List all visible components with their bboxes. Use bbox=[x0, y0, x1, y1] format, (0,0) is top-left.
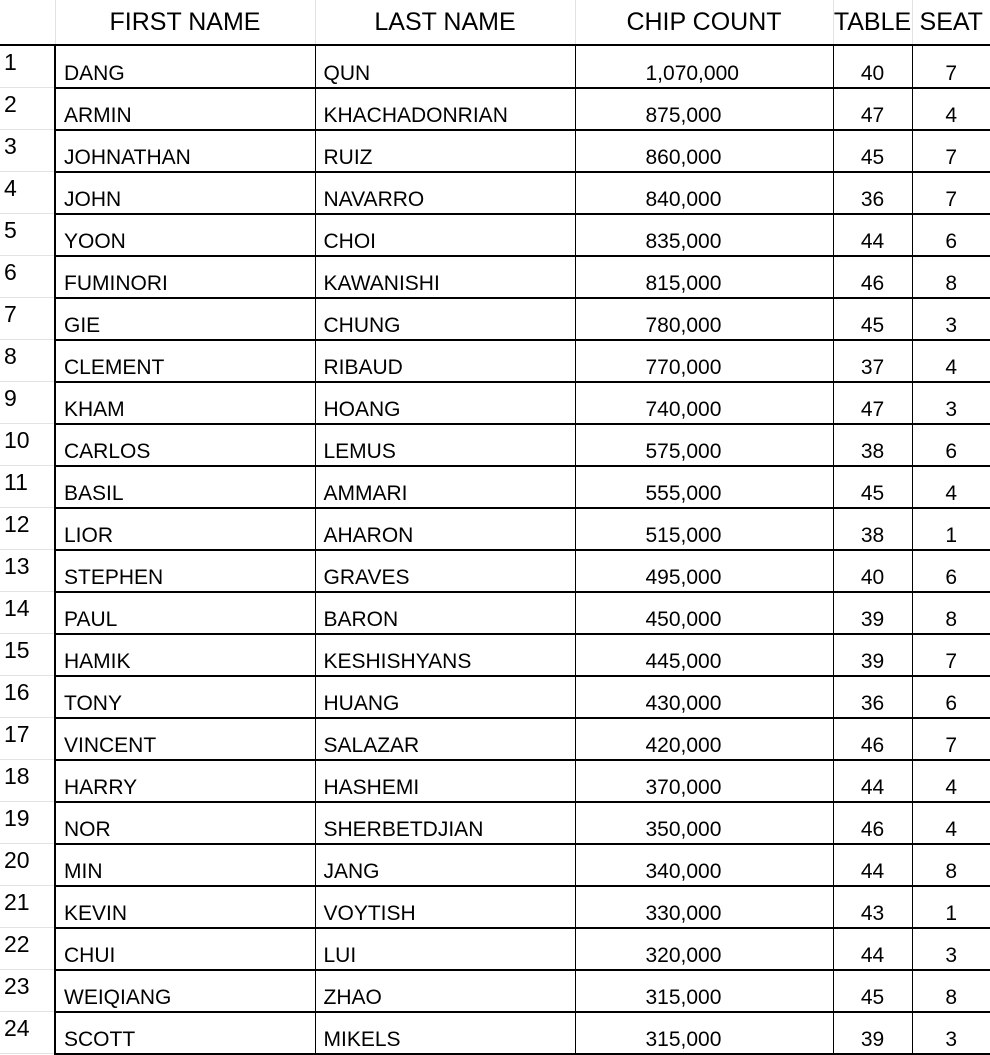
row-number-cell[interactable]: 16 bbox=[0, 676, 55, 718]
table-row bbox=[0, 718, 990, 760]
first-name-cell[interactable]: TONY bbox=[55, 676, 315, 718]
last-name-cell[interactable]: JANG bbox=[315, 844, 575, 886]
table-row bbox=[0, 802, 990, 844]
seat-number-cell[interactable]: 4 bbox=[912, 802, 990, 844]
last-name-cell[interactable]: CHOI bbox=[315, 214, 575, 256]
seat-number-cell[interactable]: 4 bbox=[912, 340, 990, 382]
table-row bbox=[0, 130, 990, 172]
chip-count-cell[interactable]: 320,000 bbox=[575, 928, 833, 970]
seat-number-cell[interactable]: 3 bbox=[912, 382, 990, 424]
row-number-cell[interactable]: 19 bbox=[0, 802, 55, 844]
last-name-cell[interactable]: SALAZAR bbox=[315, 718, 575, 760]
row-number-cell[interactable]: 20 bbox=[0, 844, 55, 886]
last-name-cell[interactable]: SHERBETDJIAN bbox=[315, 802, 575, 844]
seat-number-cell[interactable]: 3 bbox=[912, 1012, 990, 1054]
chip-count-cell[interactable]: 740,000 bbox=[575, 382, 833, 424]
table-number-cell[interactable]: 39 bbox=[833, 592, 912, 634]
first-name-cell[interactable]: CARLOS bbox=[55, 424, 315, 466]
row-number-cell[interactable]: 8 bbox=[0, 340, 55, 382]
table-number-cell[interactable]: 44 bbox=[833, 844, 912, 886]
row-number-cell[interactable]: 7 bbox=[0, 298, 55, 340]
row-number-cell[interactable]: 1 bbox=[0, 45, 55, 88]
table-number-cell[interactable]: 45 bbox=[833, 466, 912, 508]
first-name-cell[interactable]: KHAM bbox=[55, 382, 315, 424]
header-table[interactable]: TABLE bbox=[833, 0, 912, 45]
chip-count-cell[interactable]: 340,000 bbox=[575, 844, 833, 886]
chip-count-cell[interactable]: 315,000 bbox=[575, 1012, 833, 1054]
first-name-cell[interactable]: PAUL bbox=[55, 592, 315, 634]
table-number-cell[interactable]: 40 bbox=[833, 550, 912, 592]
header-seat[interactable]: SEAT bbox=[912, 0, 990, 45]
table-number-cell[interactable]: 39 bbox=[833, 634, 912, 676]
seat-number-cell[interactable]: 1 bbox=[912, 886, 990, 928]
table-row bbox=[0, 340, 990, 382]
table-number-cell[interactable]: 45 bbox=[833, 970, 912, 1012]
first-name-cell[interactable]: NOR bbox=[55, 802, 315, 844]
row-number-cell[interactable]: 21 bbox=[0, 886, 55, 928]
table-row bbox=[0, 466, 990, 508]
first-name-cell[interactable]: KEVIN bbox=[55, 886, 315, 928]
chip-count-cell[interactable]: 515,000 bbox=[575, 508, 833, 550]
first-name-cell[interactable]: BASIL bbox=[55, 466, 315, 508]
first-name-cell[interactable]: HARRY bbox=[55, 760, 315, 802]
table-row bbox=[0, 172, 990, 214]
table-number-cell[interactable]: 38 bbox=[833, 508, 912, 550]
first-name-cell[interactable]: CLEMENT bbox=[55, 340, 315, 382]
chip-count-cell[interactable]: 350,000 bbox=[575, 802, 833, 844]
seat-number-cell[interactable]: 1 bbox=[912, 508, 990, 550]
last-name-cell[interactable]: CHUNG bbox=[315, 298, 575, 340]
table-number-cell[interactable]: 43 bbox=[833, 886, 912, 928]
seat-number-cell[interactable]: 8 bbox=[912, 844, 990, 886]
table-number-cell[interactable]: 36 bbox=[833, 676, 912, 718]
table-row bbox=[0, 382, 990, 424]
chip-count-cell[interactable]: 555,000 bbox=[575, 466, 833, 508]
last-name-cell[interactable]: NAVARRO bbox=[315, 172, 575, 214]
chip-count-cell[interactable]: 430,000 bbox=[575, 676, 833, 718]
seat-number-cell[interactable]: 7 bbox=[912, 718, 990, 760]
row-number-cell[interactable]: 15 bbox=[0, 634, 55, 676]
chip-count-cell[interactable]: 420,000 bbox=[575, 718, 833, 760]
table-number-cell[interactable]: 45 bbox=[833, 298, 912, 340]
seat-number-cell[interactable]: 4 bbox=[912, 88, 990, 130]
row-number-cell[interactable]: 22 bbox=[0, 928, 55, 970]
row-number-cell[interactable]: 3 bbox=[0, 130, 55, 172]
last-name-cell[interactable]: RUIZ bbox=[315, 130, 575, 172]
last-name-cell[interactable]: KHACHADONRIAN bbox=[315, 88, 575, 130]
first-name-cell[interactable]: MIN bbox=[55, 844, 315, 886]
last-name-cell[interactable]: QUN bbox=[315, 45, 575, 88]
seat-number-cell[interactable]: 6 bbox=[912, 214, 990, 256]
row-number-cell[interactable]: 5 bbox=[0, 214, 55, 256]
seat-number-cell[interactable]: 3 bbox=[912, 298, 990, 340]
row-number-cell[interactable]: 23 bbox=[0, 970, 55, 1012]
table-row bbox=[0, 844, 990, 886]
seat-number-cell[interactable]: 4 bbox=[912, 760, 990, 802]
chip-count-cell[interactable]: 835,000 bbox=[575, 214, 833, 256]
header-chip-count[interactable]: CHIP COUNT bbox=[575, 0, 833, 45]
first-name-cell[interactable]: VINCENT bbox=[55, 718, 315, 760]
row-number-cell[interactable]: 12 bbox=[0, 508, 55, 550]
seat-number-cell[interactable]: 8 bbox=[912, 256, 990, 298]
last-name-cell[interactable]: LEMUS bbox=[315, 424, 575, 466]
chip-count-cell[interactable]: 450,000 bbox=[575, 592, 833, 634]
row-number-cell[interactable]: 10 bbox=[0, 424, 55, 466]
table-number-cell[interactable]: 46 bbox=[833, 256, 912, 298]
first-name-cell[interactable]: ARMIN bbox=[55, 88, 315, 130]
last-name-cell[interactable]: LUI bbox=[315, 928, 575, 970]
first-name-cell[interactable]: JOHNATHAN bbox=[55, 130, 315, 172]
last-name-cell[interactable]: KESHISHYANS bbox=[315, 634, 575, 676]
last-name-cell[interactable]: HOANG bbox=[315, 382, 575, 424]
table-row bbox=[0, 676, 990, 718]
table-number-cell[interactable]: 38 bbox=[833, 424, 912, 466]
row-number-cell[interactable]: 4 bbox=[0, 172, 55, 214]
last-name-cell[interactable]: HUANG bbox=[315, 676, 575, 718]
chip-count-cell[interactable]: 1,070,000 bbox=[575, 45, 833, 88]
table-row bbox=[0, 634, 990, 676]
chip-count-cell[interactable]: 495,000 bbox=[575, 550, 833, 592]
chip-count-cell[interactable]: 815,000 bbox=[575, 256, 833, 298]
row-number-cell[interactable]: 9 bbox=[0, 382, 55, 424]
first-name-cell[interactable]: WEIQIANG bbox=[55, 970, 315, 1012]
table-number-cell[interactable]: 39 bbox=[833, 1012, 912, 1054]
row-number-cell[interactable]: 18 bbox=[0, 760, 55, 802]
table-row bbox=[0, 88, 990, 130]
row-number-cell[interactable]: 17 bbox=[0, 718, 55, 760]
first-name-cell[interactable]: YOON bbox=[55, 214, 315, 256]
chip-count-cell[interactable]: 445,000 bbox=[575, 634, 833, 676]
last-name-cell[interactable]: BARON bbox=[315, 592, 575, 634]
last-name-cell[interactable]: HASHEMI bbox=[315, 760, 575, 802]
table-number-cell[interactable]: 36 bbox=[833, 172, 912, 214]
table-row bbox=[0, 298, 990, 340]
chip-count-cell[interactable]: 860,000 bbox=[575, 130, 833, 172]
header-first-name[interactable]: FIRST NAME bbox=[55, 0, 315, 45]
first-name-cell[interactable]: HAMIK bbox=[55, 634, 315, 676]
last-name-cell[interactable]: KAWANISHI bbox=[315, 256, 575, 298]
first-name-cell[interactable]: CHUI bbox=[55, 928, 315, 970]
seat-number-cell[interactable]: 6 bbox=[912, 550, 990, 592]
table-row bbox=[0, 256, 990, 298]
first-name-cell[interactable]: GIE bbox=[55, 298, 315, 340]
last-name-cell[interactable]: RIBAUD bbox=[315, 340, 575, 382]
row-number-cell[interactable]: 2 bbox=[0, 88, 55, 130]
chip-count-cell[interactable]: 575,000 bbox=[575, 424, 833, 466]
row-number-cell[interactable]: 24 bbox=[0, 1012, 55, 1054]
table-number-cell[interactable]: 37 bbox=[833, 340, 912, 382]
chip-count-cell[interactable]: 770,000 bbox=[575, 340, 833, 382]
chip-count-cell[interactable]: 840,000 bbox=[575, 172, 833, 214]
last-name-cell[interactable]: AMMARI bbox=[315, 466, 575, 508]
first-name-cell[interactable]: JOHN bbox=[55, 172, 315, 214]
table-number-cell[interactable]: 46 bbox=[833, 718, 912, 760]
header-index[interactable] bbox=[0, 0, 55, 45]
seat-number-cell[interactable]: 7 bbox=[912, 45, 990, 88]
seat-number-cell[interactable]: 7 bbox=[912, 172, 990, 214]
table-number-cell[interactable]: 44 bbox=[833, 214, 912, 256]
table-row bbox=[0, 424, 990, 466]
table-number-cell[interactable]: 47 bbox=[833, 382, 912, 424]
table-number-cell[interactable]: 40 bbox=[833, 45, 912, 88]
seat-number-cell[interactable]: 4 bbox=[912, 466, 990, 508]
table-number-cell[interactable]: 44 bbox=[833, 928, 912, 970]
last-name-cell[interactable]: AHARON bbox=[315, 508, 575, 550]
first-name-cell[interactable]: FUMINORI bbox=[55, 256, 315, 298]
row-number-cell[interactable]: 13 bbox=[0, 550, 55, 592]
header-row bbox=[0, 0, 990, 45]
table-row bbox=[0, 760, 990, 802]
row-number-cell[interactable]: 6 bbox=[0, 256, 55, 298]
table-row bbox=[0, 214, 990, 256]
last-name-cell[interactable]: MIKELS bbox=[315, 1012, 575, 1054]
chip-count-cell[interactable]: 875,000 bbox=[575, 88, 833, 130]
seat-number-cell[interactable]: 8 bbox=[912, 592, 990, 634]
table-number-cell[interactable]: 45 bbox=[833, 130, 912, 172]
chip-count-cell[interactable]: 370,000 bbox=[575, 760, 833, 802]
seat-number-cell[interactable]: 8 bbox=[912, 970, 990, 1012]
table-row bbox=[0, 928, 990, 970]
row-number-cell[interactable]: 11 bbox=[0, 466, 55, 508]
seat-number-cell[interactable]: 3 bbox=[912, 928, 990, 970]
seat-number-cell[interactable]: 7 bbox=[912, 634, 990, 676]
table-number-cell[interactable]: 44 bbox=[833, 760, 912, 802]
table-row bbox=[0, 45, 990, 88]
table-row bbox=[0, 550, 990, 592]
first-name-cell[interactable]: STEPHEN bbox=[55, 550, 315, 592]
table-row bbox=[0, 970, 990, 1012]
table-row bbox=[0, 1012, 990, 1054]
header-last-name[interactable]: LAST NAME bbox=[315, 0, 575, 45]
chip-count-cell[interactable]: 780,000 bbox=[575, 298, 833, 340]
seat-number-cell[interactable]: 7 bbox=[912, 130, 990, 172]
seat-number-cell[interactable]: 6 bbox=[912, 424, 990, 466]
first-name-cell[interactable]: LIOR bbox=[55, 508, 315, 550]
chip-count-cell[interactable]: 315,000 bbox=[575, 970, 833, 1012]
seat-number-cell[interactable]: 6 bbox=[912, 676, 990, 718]
table-number-cell[interactable]: 46 bbox=[833, 802, 912, 844]
first-name-cell[interactable]: DANG bbox=[55, 45, 315, 88]
table-row bbox=[0, 508, 990, 550]
last-name-cell[interactable]: ZHAO bbox=[315, 970, 575, 1012]
last-name-cell[interactable]: VOYTISH bbox=[315, 886, 575, 928]
first-name-cell[interactable]: SCOTT bbox=[55, 1012, 315, 1054]
row-number-cell[interactable]: 14 bbox=[0, 592, 55, 634]
table-row bbox=[0, 886, 990, 928]
table-row bbox=[0, 592, 990, 634]
chip-count-cell[interactable]: 330,000 bbox=[575, 886, 833, 928]
last-name-cell[interactable]: GRAVES bbox=[315, 550, 575, 592]
table-number-cell[interactable]: 47 bbox=[833, 88, 912, 130]
